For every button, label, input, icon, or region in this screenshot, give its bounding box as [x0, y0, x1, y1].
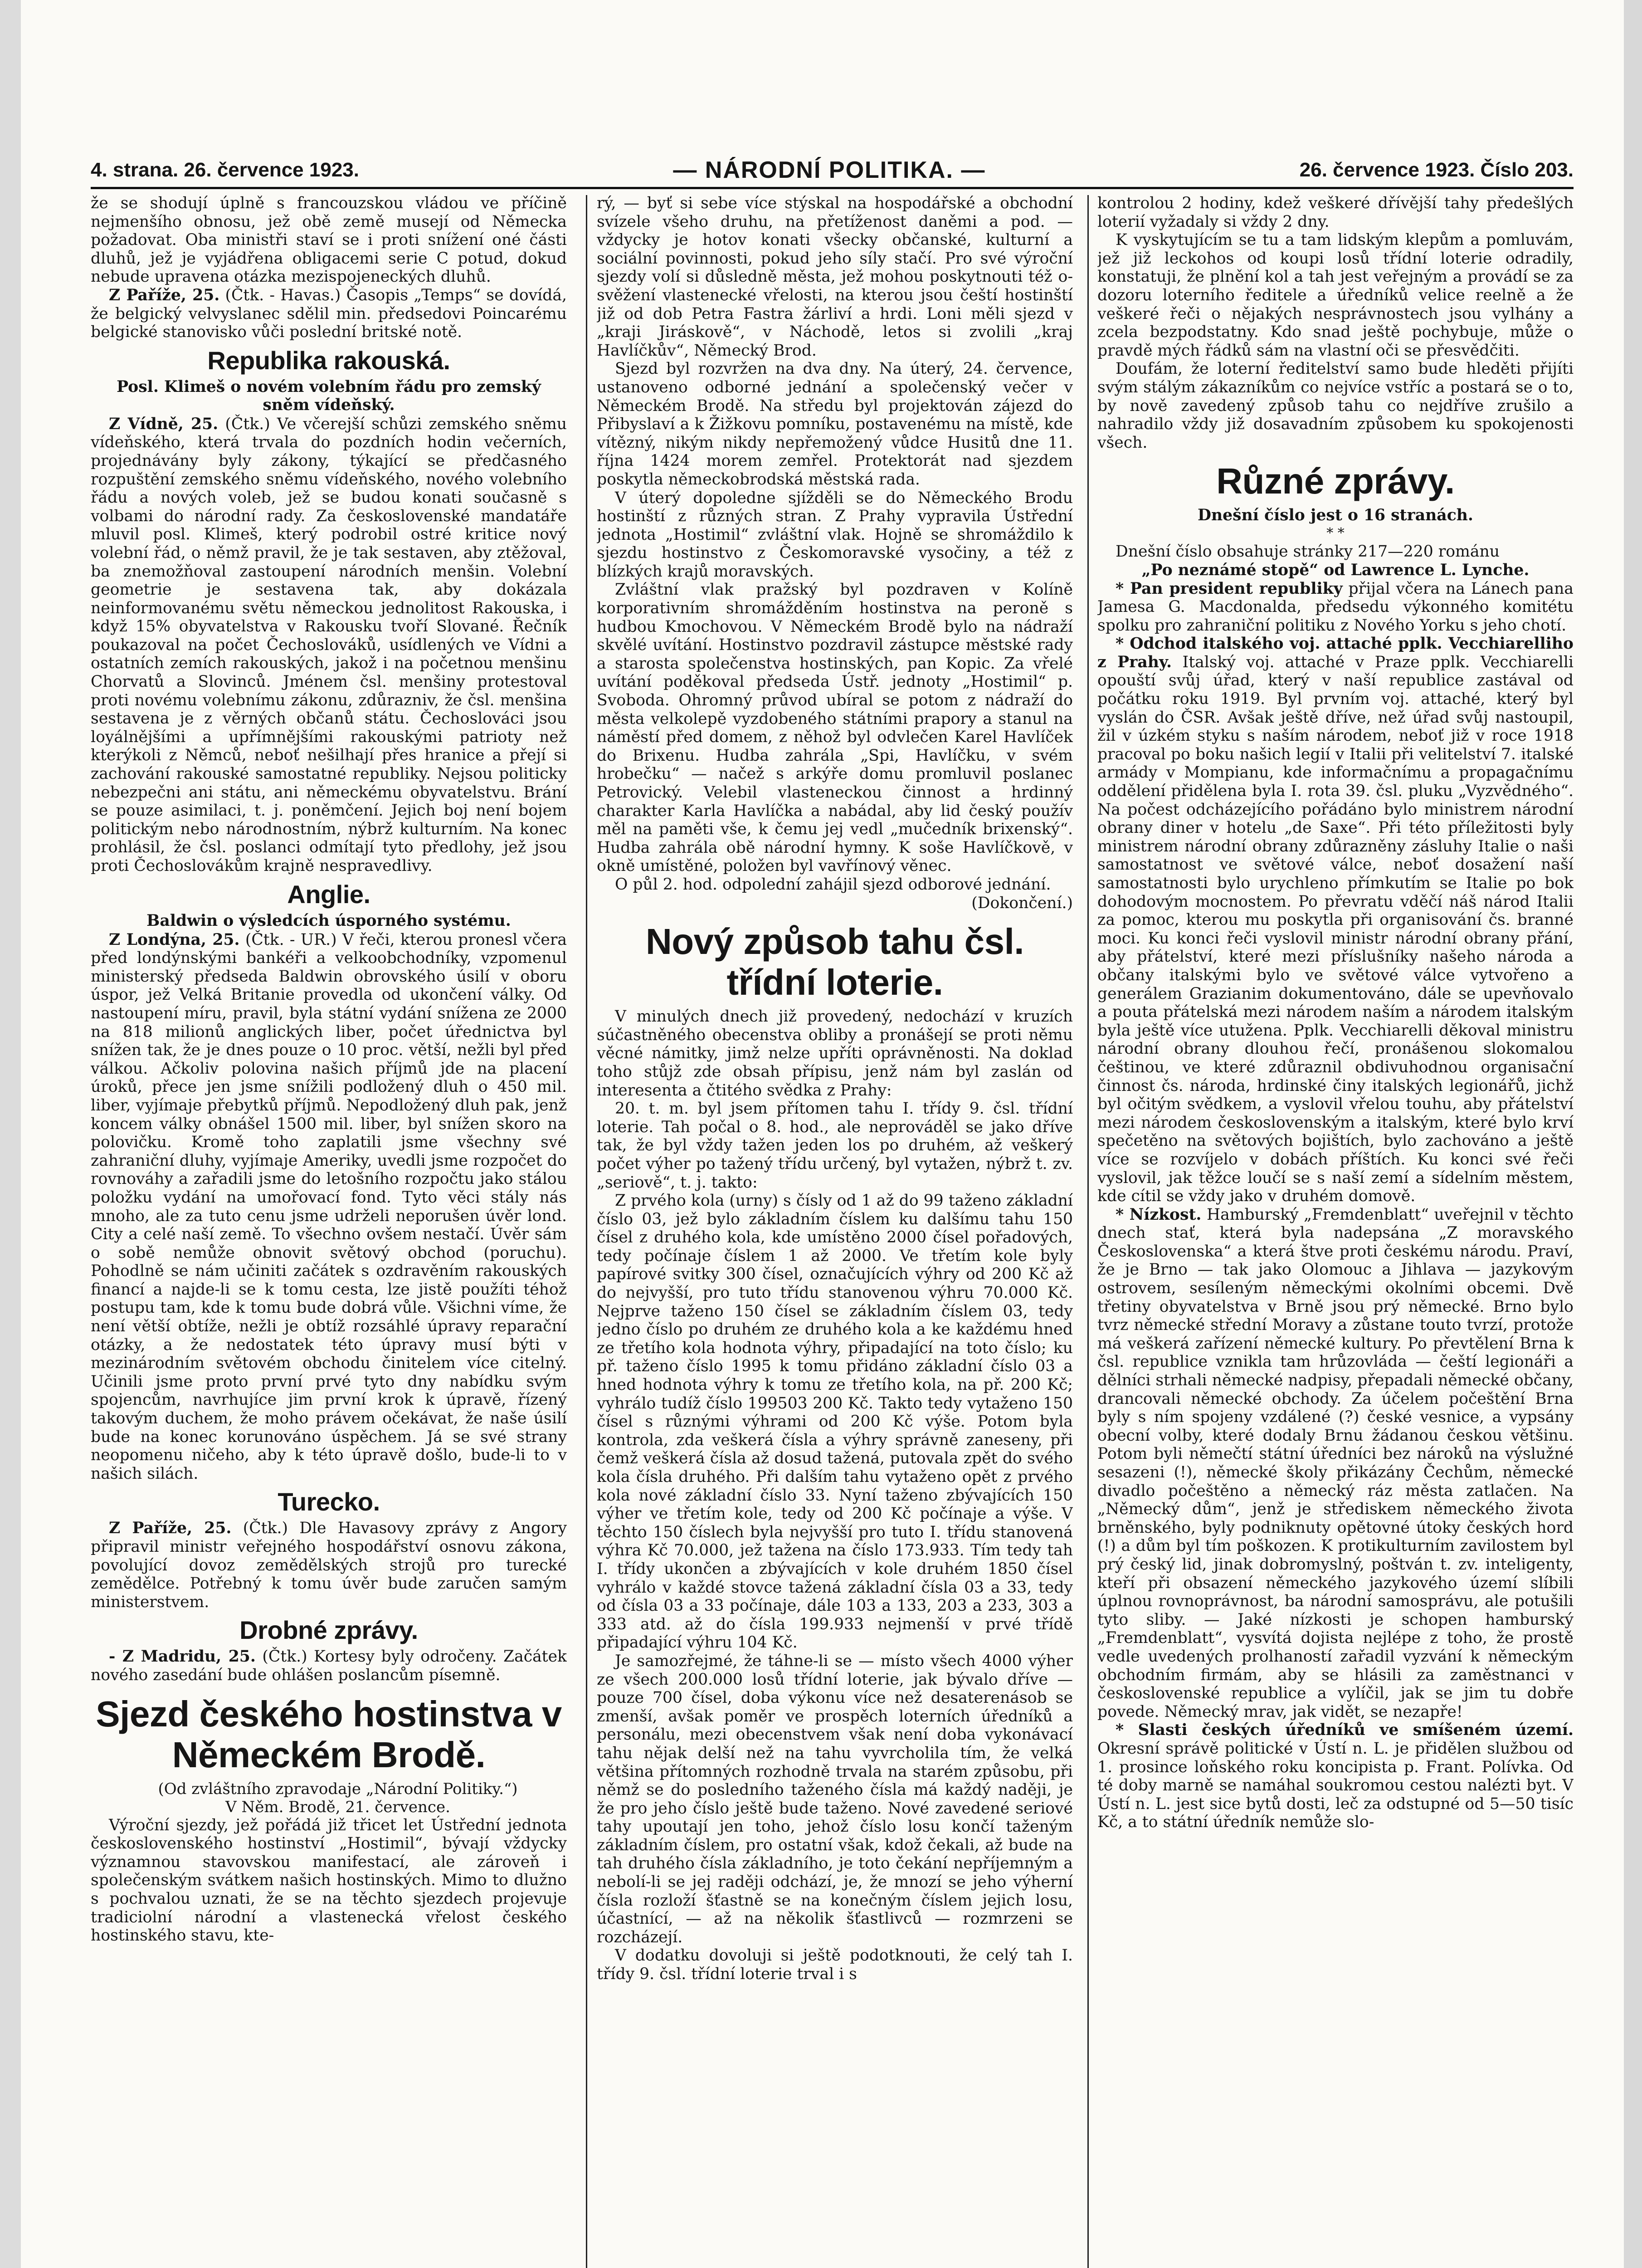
dateline: - Z Madridu, 25. [109, 1647, 256, 1666]
column-2 [597, 194, 1073, 2268]
news-text: (Čtk. - UR.) V řeči, kterou pronesl včera před londýnskými bankéři a velkoobchodníky, vzpomenul ministerský předseda Baldwin obrovského úsilí v oboru úspor, jež Velká Britanie provedla od ukončení války. Od nastoupení míru, pravil, byla státní vydání snížena ze 2000 na 818 milionů anglických liber, počet úřednictva byl snížen tak, že je dnes pouze o 10 proc. větší, nežli byl před válkou. Ačkoliv polovina našich příjmů jde na placení úroků, přece jen jsme snížili podložený dluh o 450 mil. liber, vyjímaje přebytků příjmů. Nepodložený dluh pak, jenž koncem války obnášel 1500 mil. liber, byl snížen skoro na polovičku. Kromě toho zaplatili jsme všechny své zahraniční dluhy, vyjímaje Ameriky, uvedli jsme rozpočet do rovnováhy a zařadili jsme do letošního rozpočtu jako stálou položku vydání na umořovací fond. Tyto věci stály nás mnoho, ale za tuto cenu jsme udrželi neporušen úvěr lond. City a celé naší země. To všechno ovšem nestačí. Úvěr sám o sobě nemůže obnovit světový obchod (poruchu). Pohodlně se nám učiniti začátek s ozdravěním rakouských financí a najde-li se k tomu cesta, lze jistě použíti téhož postupu tam, kde k tomu bude dobrá vůle. Všichni víme, že není větší obtíže, nežli je obtíž rozsáhlé úpravy reparační otázky, a že nedostatek této úpravy musí býti v mezinárodním světovém obchodu činitelem více citelný. Učinili jsme proto první prvé tyto dny nabídku svým spojencům, navrhujíce jim první krok k úpravě, řízený takovým duchem, že moho právem očekávat, že naše úsilí bude na konec korunováno úspěchem. Já se své strany neopomenu ničeho, aby k této úpravě došlo, bude-li to v našich silách. [91, 930, 567, 1483]
news-text: Hamburský „Fremdenblatt“ uveřejnil v těchto dnech stať, která byla nadepsána „Z moravského Československa“ a která štve proti českému národu. Praví, že je Brno — tak jako Olomouc a Jihlava — jazykovým ostrovem, sesíleným německými okolními obcemi. Dvě třetiny obyvatelstva v Brně jsou prý německé. Brno bylo tvrz německé střední Moravy a zůstane touto tvrzí, protože má veškerá zařízení německé kultury. Po převtělení Brna k čsl. republice vznikla tam hrůzovláda — čeští legionáři a dělníci strhali německé nadpisy, přepadali německé občany, drancovali německé obchody. Za účelem počeštění Brna byly s ním spojeny vzdálené (?) české vesnice, a vypsány obecní volby, které dodaly Brnu žádanou českou většinu. Potom byli němečtí státní úředníci bez nároků na výslužné sesazeni (!), německé školy přikázány Čechům, německé divadlo počeštěno a německý ráz města zatlačen. Na „Německý dům“, jenž je střediskem německého života brněnského, byly podniknuty opětovné útoky českých hord (!) a dům byl tím poškozen. K protikulturním zavilostem byl prý český lid, jinak dobromyslný, poštván t. zv. inteligenty, kteří při obsazení německého jazykového území slíbili úplnou rovnoprávnost, ba národní samosprávu, ale potušili tyto sliby. — Jaké nízkosti je schopen hamburský „Fremdenblatt“, vysvítá dojista nejlépe z toho, že prostě vedle uvedených prolhaností zařadil vyzvání k německým obchodním firmám, aby se hlásili za zaměstnanci v československé republice a vylíčil, jak se jim tu dobře povede. Německý mrav, jak vidět, se nezapře! [1097, 1205, 1574, 1721]
header-right: 26. července 1923. Číslo 203. [1299, 159, 1574, 181]
article-paragraph: rý, — byť si sebe více stýskal na hospodářské a obchodní svízele všeho druhu, na přetíženost daněmi a pod. — vždycky je hotov konati všecky občanské, kulturní a sociální povinnosti, pokud jeho síly stačí. Pro své výroční sjezdy volí si důsledně města, jež mohou poskytnouti též o-svěžení vlastenecké vřelosti, na kterou jsou čeští hostinští již od dob Petra Fastra žárliví a hrdi. Loni měli sjezd v „kraji Jiráskově“, v Náchodě, letos si zvolili „kraj Havlíčkův“, Německý Brod. [597, 194, 1073, 360]
page-header [91, 154, 1574, 186]
news-text: Okresní správě politické v Ústí n. L. je přidělen službou od 1. prosince loňského roku koncipista p. Frant. Polívka. Od té doby marně se namáhal soukromou cestou nalézti byt. V Ústí n. L. jest sice bytů dosti, leč za odstupné od 5—50 tisíc Kč, a to státní úředník nemůže slo- [1097, 1739, 1574, 1832]
section-heading: Republika rakouská. [207, 346, 450, 375]
news-item [91, 931, 567, 1483]
news-item [91, 286, 567, 342]
notice-text: Dnešní číslo obsahuje stránky 217—220 románu [1116, 543, 1500, 561]
news-text: přijal včera na Lánech pana Jamesa G. Macdonalda, předsedu výkonného komitétu spolku pro zahraniční politiku z Nového Yorku s jeho chotí. [1097, 579, 1574, 635]
article-subheading: Posl. Klimeš o novém volebním řádu pro zemský sněm vídeňský. [117, 377, 541, 414]
news-text: (Čtk. - Havas.) Časopis „Temps“ se dovídá, že belgický velvyslanec sdělil min. předsedovi Poincarému belgické stanovisko vůči poslední britské notě. [91, 286, 567, 342]
column-1 [91, 194, 567, 2268]
news-text: (Čtk.) Kortesy byly odročeny. Začátek nového zasedání bude ohlášen poslancům písemně. [91, 1647, 567, 1684]
column-divider [1087, 195, 1089, 2268]
section-heading: Různé zprávy. [1216, 461, 1455, 502]
news-text: (Čtk.) Dle Havasovy zprávy z Angory připravil ministr veřejného hospodářství osnovu zákona, povolující dovoz zemědělských strojů pro turecké zemědělce. Potřebný k tomu úvěr bude zaručen samým ministerstvem. [91, 1519, 567, 1611]
header-left: 4. strana. 26. července 1923. [91, 159, 359, 181]
article-paragraph: Z prvého kola (urny) s čísly od 1 až do 99 taženo základní číslo 03, jež bylo základním číslem ku dalšímu tahu 150 čísel z druhého kola, kde umístěno 2000 čísel pořadových, tedy počínaje číslem 1 až 2000. Ve třetím kole byly papírové svitky 300 čísel, označujících výhry od 200 Kč až do nejvyšší, pro tuto třídu stanovenou výhru 70.000 Kč. Nejprve taženo 150 čísel se základním číslem 03, tedy jedno číslo po druhém ze druhého kola a ke každému hned ze třetího kola hodnota výhry, připadající na toto číslo; ku př. taženo číslo 1995 k tomu přidáno základní číslo 03 a hned hodnota výhry k tomu ze třetího kola, na př. 200 Kč; vyhrálo tudíž číslo 199503 200 Kč. Takto tedy vytaženo 150 čísel s různými výhrami od 200 Kč výše. Potom byla kontrola, zda veškerá čísla a výhry správně zaneseny, při čemž veškerá čísla až dosud tažená, putovala zpět do svého kola čísla druhého. Při dalším tahu vytaženo opět z prvého kola nové základní číslo 33. Nyní taženo zbývajících 150 výher ve třetím kole, tedy od 200 Kč počínaje a výše. V těchto 150 číslech byla nejvyšší pro tuto I. třídu stanovená výhra Kč 70.000, jež tažena na číslo 173.933. Tím tedy tah I. třídy ukončen a zbývajících v kole druhém 1850 čísel vyhrálo v každé stovce tažená základní čísla 03 a 33, tedy od čísla 03 a 33 počínaje, dále 103 a 133, 203 a 233, 303 a 333 atd. až do čísla 199.933 nejmenší v prvé třídě připadající výhru 104 Kč. [597, 1192, 1073, 1652]
article-paragraph: Zvláštní vlak pražský byl pozdraven v Kolíně korporativním shromážděním hostinstva na peroně s hudbou Kmochovou. V Německém Brodě bylo na nádraží skvělé uvítání. Hostinstvo pozdravil zástupce městské rady a starosta společenstva hostinských, pan Kopic. Za vřelé uvítání poděkoval předseda Ústř. jednoty „Hostimil“ p. Svoboda. Ohromný průvod ubíral se potom z nádraží do města velkolepě vyzdobeného státními prapory a stanul na náměstí před domem, z něhož byl odvlečen Karel Havlíček do Brixenu. Hudba zahrála „Spi, Havlíčku, v svém hrobečku“ — načež s arkýře domu promluvil poslanec Petrovický. Velebil vlasteneckou činnost a hrdinný charakter Karla Havlíčka a nabádal, aby lid český použív měl na paměti vše, k čemu jej vedl „mučedník brixenský“. Hudba zahrála obě národní hymny. K soše Havlíčkově, v okně umístěné, položen byl vavřínový věnec. [597, 581, 1073, 875]
column-divider [586, 195, 587, 2268]
item-lead: * Odchod italského voj. attaché pplk. Vecchiarelliho z Prahy. [1097, 635, 1574, 671]
article-paragraph: 20. t. m. byl jsem přítomen tahu I. třídy 9. čsl. třídní loterie. Tah počal o 8. hod., ale neprováděl se jako dříve tak, že byl vždy tažen jeden los po druhém, až veškerý počet výher po tažený třídu určený, byl vytažen, nýbrž t. zv. „seriově“, t. j. takto: [597, 1100, 1073, 1192]
article-paragraph: Doufám, že loterní ředitelství samo bude hleděti přijíti svým stálým zákazníkům co nejvíce vstříc a postará se o to, by nově zavedený způsob tahu co nejdříve zrušilo a nahradilo vždy již dosavadním způsobem ku spokojenosti všech. [1097, 360, 1574, 452]
section-heading: Turecko. [278, 1487, 380, 1516]
article-headline: Sjezd českého hostinstva v Německém Brodě. [96, 1693, 562, 1775]
scan-edge-left [0, 0, 21, 2268]
news-item [1097, 635, 1574, 1205]
news-item [91, 1519, 567, 1611]
news-item [91, 1647, 567, 1684]
column-3 [1097, 194, 1574, 2268]
header-rule [91, 187, 1574, 189]
byline: (Od zvláštního zpravodaje „Národní Politiky.“) [158, 1779, 518, 1798]
item-lead: * Pan president republiky [1116, 579, 1343, 598]
dateline: Z Paříže, 25. [109, 1519, 232, 1538]
section-heading: Drobné zprávy. [239, 1616, 418, 1645]
article-paragraph: V dodatku dovoluji si ještě podotknouti, že celý tah I. třídy 9. čsl. třídní loterie trval i s [597, 1946, 1073, 1984]
article-paragraph: O půl 2. hod. odpolední zahájil sjezd odborové jednání. [615, 875, 1051, 894]
article-subheading: Baldwin o výsledcích úsporného systému. [146, 911, 511, 930]
news-item [91, 415, 567, 875]
article-paragraph: že se shodují úplně s francouzskou vládou ve příčině nejmenšího obnosu, jež obě země musejí od Německa požadovat. Oba ministři staví se i proti snížení oné části dluhů, jež je vyjádřena obligacemi serie C potud, dokud nebude upravena otázka mezispojeneckých dluhů. [91, 194, 567, 286]
news-item [1097, 1206, 1574, 1721]
article-paragraph: K vyskytujícím se tu a tam lidským klepům a pomluvám, jež již leckohos od koupi losů třídní loterie odradily, konstatuji, že plnění kol a tah jest veřejným a provádí se za dozoru loterního ředitele a úředníků velice reelně a že veškeré řeči o nějakých nesprávnostech jsou vylhány a zcela bezpodstatny. Kdo snad ještě pochybuje, může o pravdě mých řádků sám na vlastní oči se přesvědčiti. [1097, 231, 1574, 360]
article-paragraph: kontrolou 2 hodiny, kdež veškeré dřívější tahy předešlých loterií vyžadaly si vždy 2 dny. [1097, 194, 1574, 231]
item-lead: * Nízkost. [1116, 1205, 1202, 1224]
notice: Dnešní číslo jest o 16 stranách. [1198, 506, 1473, 525]
dateline: Z Vídně, 25. [109, 415, 219, 433]
article-paragraph: Je samozřejmé, že táhne-li se — místo všech 4000 výher ze všech 200.000 losů třídní loterie, jak bývalo dříve — pouze 700 čísel, doba výkonu více než desaterenásob se zmenší, avšak poměr ve prospěch loterních úředníků a personálu, mezi obecenstvem však není doba vykonávací tahu nějak delší než na tahu vyvrcholila tím, že velká většina přítomných rozhodně trvala na starém způsobu, při němž se do posledního taženého čísla má každý naději, je že pro jeho číslo ještě bude taženo. Nové zavedené seriové tahy upoutají jen toho, jehož číslo losu končí taženým základním číslem, pro ostatní však, kdož čekali, až bude na tah druhého čísla základního, je toto čekání nepříjemným a nebolí-li se jej raději odchází, je, že mnozí se jeho výherní čísla rozloží šťastně se na konečným číslem jejich losu, účastnící, — až na několik šťastlivců — rozmrzeni se rozcházejí. [597, 1652, 1073, 1946]
news-item [1097, 580, 1574, 635]
news-text: (Čtk.) Ve včerejší schůzi zemského sněmu vídeňského, která trvala do pozdních hodin večerních, projednávány byly zákony, týkající se předčasného rozpuštění zemského sněmu vídeňského, nového volebního řádu a nových voleb, jež se budou konati současně s volbami do národní rady. Za československé mandatáře mluvil posl. Klimeš, který podrobil ostré kritice nový volební řád, o němž pravil, že je tak sestaven, aby ztěžoval, ba znemožňoval zastoupení národních menšin. Volební geometrie je sestavena tak, aby dokázala neinformovanému světu německou jednolitost Rakouska, i když 15% obyvatelstva v Rakousku tvoří Slované. Řečník poukazoval na počet Čechoslováků, usídlených ve Vídni a ostatních zemích rakouských, jakož i na početnou menšinu Chorvatů a Slovinců. Jménem čsl. menšiny protestoval proti novému volebnímu zákonu, zdůrazniv, že čsl. menšina sestavena je z věrných občanů státu. Čechoslováci jsou loyálnějšími a upřímnějšími rakouskými patrioty než kterýkoli z Němců, neboť nešilhají přes hranice a přejí si zachování rakouské samostatné republiky. Nejsou politicky nebezpečni ani státu, ani německému obyvatelstvu. Brání se pouze asimilaci, t. j. poněmčení. Jejich boj není bojem politickým nebo národnostním, nýbrž kulturním. Na konec prohlásil, že čsl. poslanci odmítají tyto předlohy, jež jsou proti Čechoslovákům krajně nespravedlivy. [91, 415, 567, 875]
article-paragraph: V úterý dopoledne sjížděli se do Německého Brodu hostinští z různých stran. Z Prahy vypravila Ústřední jednota „Hostimil“ zvláštní vlak. Hojně se shromáždilo k sjezdu hostinstvo z Českomoravské vysočiny, a též z blízkých krajů moravských. [597, 489, 1073, 581]
section-heading: Anglie. [287, 880, 370, 909]
separator-stars: * * [1326, 525, 1345, 542]
notice-text-bold: „Po neznámé stopě“ od Lawrence L. Lynche. [1141, 561, 1530, 579]
article-headline: Nový způsob tahu čsl. třídní loterie. [645, 921, 1024, 1003]
scan-edge-right [1624, 0, 1642, 2268]
dateline: Z Paříže, 25. [109, 286, 220, 304]
dateline-place: V Něm. Brodě, 21. července. [225, 1798, 450, 1816]
article-paragraph: V minulých dnech již provedený, nedochází v kruzích súčastněného obecenstva obliby a pronášejí se proti němu věcné námitky, jimž nelze upříti oprávněnosti. Na doklad toho stůjž zde obsah přípisu, jenž nám byl zaslán od interesenta a čtitého svědka z Prahy: [597, 1007, 1073, 1100]
news-text: Italský voj. attaché v Praze pplk. Vecchiarelli opouští svůj úřad, který v naší republice zastával od počátku roku 1919. Byl prvním voj. attaché, který byl vyslán do ČSR. Avšak ještě dříve, než úřad svůj nastoupil, žil v úzkém styku s naším národem, neboť již v roce 1918 pracoval po boku našich legií v Italii při velitelství 7. italské armády v Mompianu, kde informačnímu a propagačnímu oddělení přidělena byla I. rota 39. čsl. pluku „Vyzvědného“. Na počest odcházejícího pořádáno bylo ministrem národní obrany diner v hotelu „de Saxe“. Při této příležitosti byly ministrem národní obrany zdůrazněny zásluhy Italie o naši samostatnost ve světové válce, neboť dosažení naší samostatnosti bylo urychleno přímkutím se Italie po bok dohodovým mocnostem. Po převratu vděčí náš národ Italii za pomoc, kterou mu poskytla při organisování čs. branné moci. Ku konci řeči vyslovil ministr národní obrany přání, aby přátelství, které mezi příslušníky našeho národa a občany italskými bylo ve světové válce vytvořeno a generálem Grazianim dokumentováno, dále se upevňovalo a pouta přátelská mezi národem naším a národem italským byla ještě více utužena. Pplk. Vecchiarelli děkoval ministru národní obrany dlouhou řečí, pronášenou slokomalou češtinou, ve které zdůraznil obdivuhodnou organisační činnost čs. národa, hrdinské činy italských legionářů, jichž byl očitým svědkem, a vyslovil vřelou touhu, aby přátelství mezi národem československým a italským, které bylo krví spečetěno na světových bojištích, bylo zachováno a ještě více se rozvíjelo v dobách příštích. Ku konci své řeči vyslovil, jak těžce loučí se s naší zemí a sídelním městem, kde cítil se vždy jako v druhém domově. [1097, 653, 1574, 1206]
continuation-note: (Dokončení.) [971, 894, 1073, 912]
dateline: Z Londýna, 25. [109, 930, 240, 949]
newspaper-title: — NÁRODNÍ POLITIKA. — [673, 157, 986, 183]
item-lead: * Slasti českých úředníků ve smíšeném území. [1116, 1721, 1574, 1740]
article-paragraph: Výroční sjezdy, jež pořádá již třicet let Ústřední jednota československého hostinství „Hostimil“, bývají vždycky významnou stavovskou manifestací, ale zároveň i společenským svátkem našich hostinských. Mimo to dlužno s pochvalou uznati, že se na těchto sjezdech projevuje tradiciolní národní a vlastenecká vřelost českého hostinského stavu, kte- [91, 1816, 567, 1945]
news-item [1097, 1721, 1574, 1832]
article-paragraph: Sjezd byl rozvržen na dva dny. Na úterý, 24. července, ustanoveno odborné jednání a společenský večer v Německém Brodě. Na středu byl projektován zájezd do Přibyslaví a k Žižkovu pomníku, postavenému na místě, kde vítězný, nikým nikdy nepřemožený vůdce Husitů dne 11. října 1424 morem zemřel. Protektorát nad sjezdem poskytla německobrodská městská rada. [597, 360, 1073, 489]
